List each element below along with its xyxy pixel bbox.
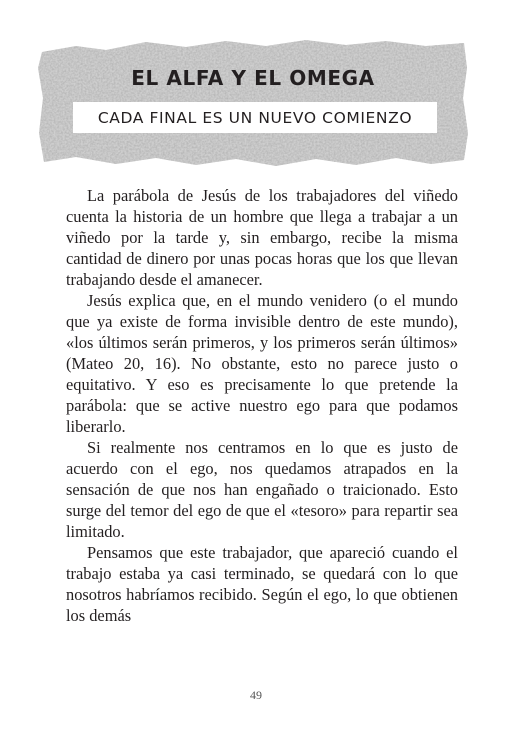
paragraph: Jesús explica que, en el mundo venidero (o el mundo que ya existe de forma invisible dentro de este mundo), «los últimos serán primeros, y los primeros serán últimos» (Mateo 20, 16). No obstante, esto no parece justo o equitativo. Y eso es precisamente lo que pretende la parábola: que se active nuestro ego para que podamos liberarlo. <box>66 291 458 436</box>
body-text <box>66 185 458 626</box>
chapter-subtitle: CADA FINAL ES UN NUEVO COMIENZO <box>97 108 413 127</box>
page-number: 49 <box>250 688 262 702</box>
chapter-banner <box>36 38 470 168</box>
paragraph: Si realmente nos centramos en lo que es justo de acuerdo con el ego, nos quedamos atrapados en la sensación de que nos han engañado o traicionado. Esto surge del temor del ego de que el «tesoro» para repartir sea limitado. <box>66 438 458 541</box>
chapter-title: EL ALFA Y EL OMEGA <box>131 66 375 90</box>
paragraph: Pensamos que este trabajador, que apareció cuando el trabajo estaba ya casi terminado, se quedará con lo que nosotros habríamos recibido. Según el ego, lo que obtienen los demás <box>66 543 458 625</box>
subtitle-box <box>73 102 437 133</box>
paragraph: La parábola de Jesús de los trabajadores del viñedo cuenta la historia de un hombre que llega a trabajar a un viñedo por la tarde y, sin embargo, recibe la misma cantidad de dinero por unas pocas horas que los que llevan trabajando desde el amanecer. <box>66 186 458 289</box>
